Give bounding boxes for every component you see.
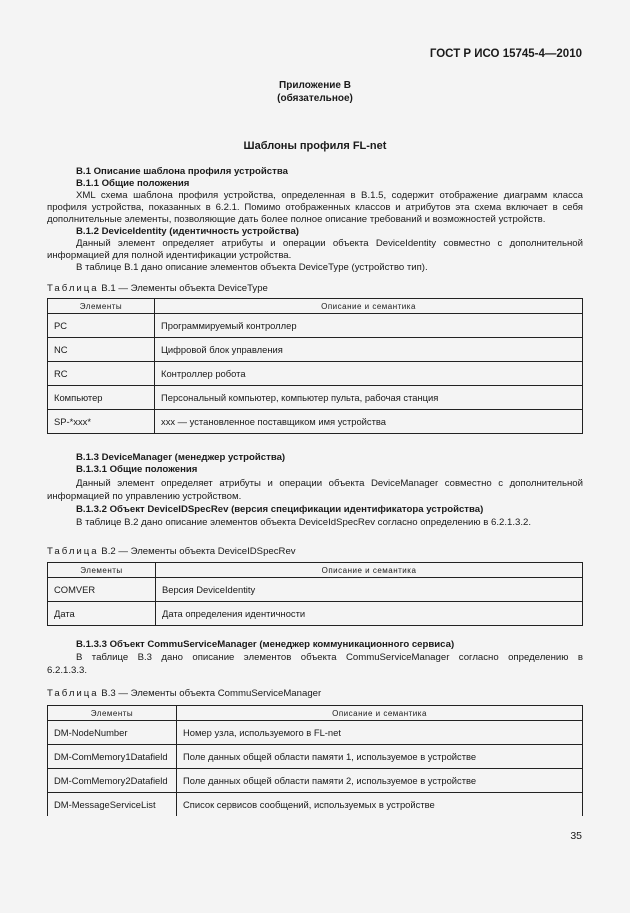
table-cell: Поле данных общей области памяти 1, используемое в устройстве (177, 745, 583, 769)
table-row (48, 745, 583, 769)
table-cell: PC (48, 314, 155, 338)
table-row (48, 338, 583, 362)
table-cell: Список сервисов сообщений, используемых в устройстве (177, 793, 583, 817)
table-row (48, 578, 583, 602)
table-cell: ххх — установленное поставщиком имя устройства (155, 410, 583, 434)
table-row (48, 793, 583, 817)
b11-heading: B.1.1 Общие положения (76, 178, 190, 189)
table-header-cell: Элементы (48, 706, 177, 721)
b12-heading: B.1.2 DeviceIdentity (идентичность устройства) (76, 226, 299, 237)
b133-paragraph-line1: В таблице B.3 дано описание элементов объекта CommuServiceManager согласно определению в (76, 652, 583, 663)
table-b2-intro: В таблице B.2 дано описание элементов объекта DeviceIdSpecRev согласно определению в 6.2.1.3.2. (76, 517, 532, 528)
b132-heading: B.1.3.2 Объект DeviceIDSpecRev (версия спецификации идентификатора устройства) (76, 504, 484, 515)
table-header-cell: Элементы (48, 299, 155, 314)
table-row (48, 362, 583, 386)
section-title: Шаблоны профиля FL-net (243, 140, 387, 152)
table-cell: Цифровой блок управления (155, 338, 583, 362)
table-cell: Версия DeviceIdentity (156, 578, 583, 602)
annex-subtitle: (обязательное) (277, 93, 353, 104)
table-cell: Компьютер (48, 386, 155, 410)
table-row (48, 386, 583, 410)
table-cell: Дата определения идентичности (156, 602, 583, 626)
table-row (48, 314, 583, 338)
table-b1-caption: Таблица B.1 — Элементы объекта DeviceType (47, 283, 268, 294)
table-b3 (47, 705, 583, 816)
table-b1 (47, 298, 583, 434)
table-b1-intro: В таблице B.1 дано описание элементов объекта DeviceType (устройство тип). (76, 262, 428, 273)
table-cell: Дата (48, 602, 156, 626)
b131-paragraph-line1: Данный элемент определяет атрибуты и операции объекта DeviceManager совместно с дополнительной (76, 478, 583, 489)
table-cell: Программируемый контроллер (155, 314, 583, 338)
b13-heading: B.1.3 DeviceManager (менеджер устройства) (76, 452, 286, 463)
table-cell: DM-ComMemory1Datafield (48, 745, 177, 769)
b1-heading: B.1 Описание шаблона профиля устройства (76, 166, 288, 177)
table-cell: COMVER (48, 578, 156, 602)
table-cell: DM-NodeNumber (48, 721, 177, 745)
table-header-cell: Описание и семантика (156, 563, 583, 578)
annex-title: Приложение B (279, 80, 351, 91)
table-cell: SP-*xxx* (48, 410, 155, 434)
table-b3-caption: Таблица B.3 — Элементы объекта CommuServiceManager (47, 688, 322, 699)
b133-paragraph-line2: 6.2.1.3.3. (47, 665, 88, 676)
table-cell: DM-ComMemory2Datafield (48, 769, 177, 793)
page-number: 35 (570, 830, 582, 842)
b133-heading: B.1.3.3 Объект CommuServiceManager (менеджер коммуникационного сервиса) (76, 639, 455, 650)
document-code: ГОСТ Р ИСО 15745-4—2010 (429, 48, 582, 60)
table-row (48, 721, 583, 745)
b11-paragraph-line3: дополнительные элементы, позволяющие дать более полное описание требований и возможностей устройств. (47, 214, 546, 225)
table-header-cell: Описание и семантика (155, 299, 583, 314)
table-cell: DM-MessageServiceList (48, 793, 177, 817)
b12-paragraph-line2: информацией для полной идентификации устройства. (47, 250, 292, 261)
table-header-cell: Описание и семантика (177, 706, 583, 721)
b11-paragraph-line2: профиля устройства, показанных в 6.2.1. Помимо отображенных классов и атрибутов эта схема включает в себя (47, 202, 583, 213)
table-cell: NC (48, 338, 155, 362)
table-cell: RC (48, 362, 155, 386)
b12-paragraph-line1: Данный элемент определяет атрибуты и операции объекта DeviceIdentity совместно с дополнительной (76, 238, 583, 249)
table-cell: Контроллер робота (155, 362, 583, 386)
table-b2 (47, 562, 583, 626)
table-row (48, 769, 583, 793)
table-cell: Персональный компьютер, компьютер пульта, рабочая станция (155, 386, 583, 410)
table-b2-caption: Таблица B.2 — Элементы объекта DeviceIDSpecRev (47, 546, 296, 557)
table-cell: Номер узла, используемого в FL-net (177, 721, 583, 745)
b131-paragraph-line2: информацией по управлению устройством. (47, 491, 242, 502)
table-row (48, 602, 583, 626)
table-cell: Поле данных общей области памяти 2, используемое в устройстве (177, 769, 583, 793)
table-row (48, 410, 583, 434)
b11-paragraph-line1: XML схема шаблона профиля устройства, определенная в B.1.5, содержит отображение диаграмм класса (76, 190, 583, 201)
b131-heading: B.1.3.1 Общие положения (76, 464, 198, 475)
table-header-cell: Элементы (48, 563, 156, 578)
